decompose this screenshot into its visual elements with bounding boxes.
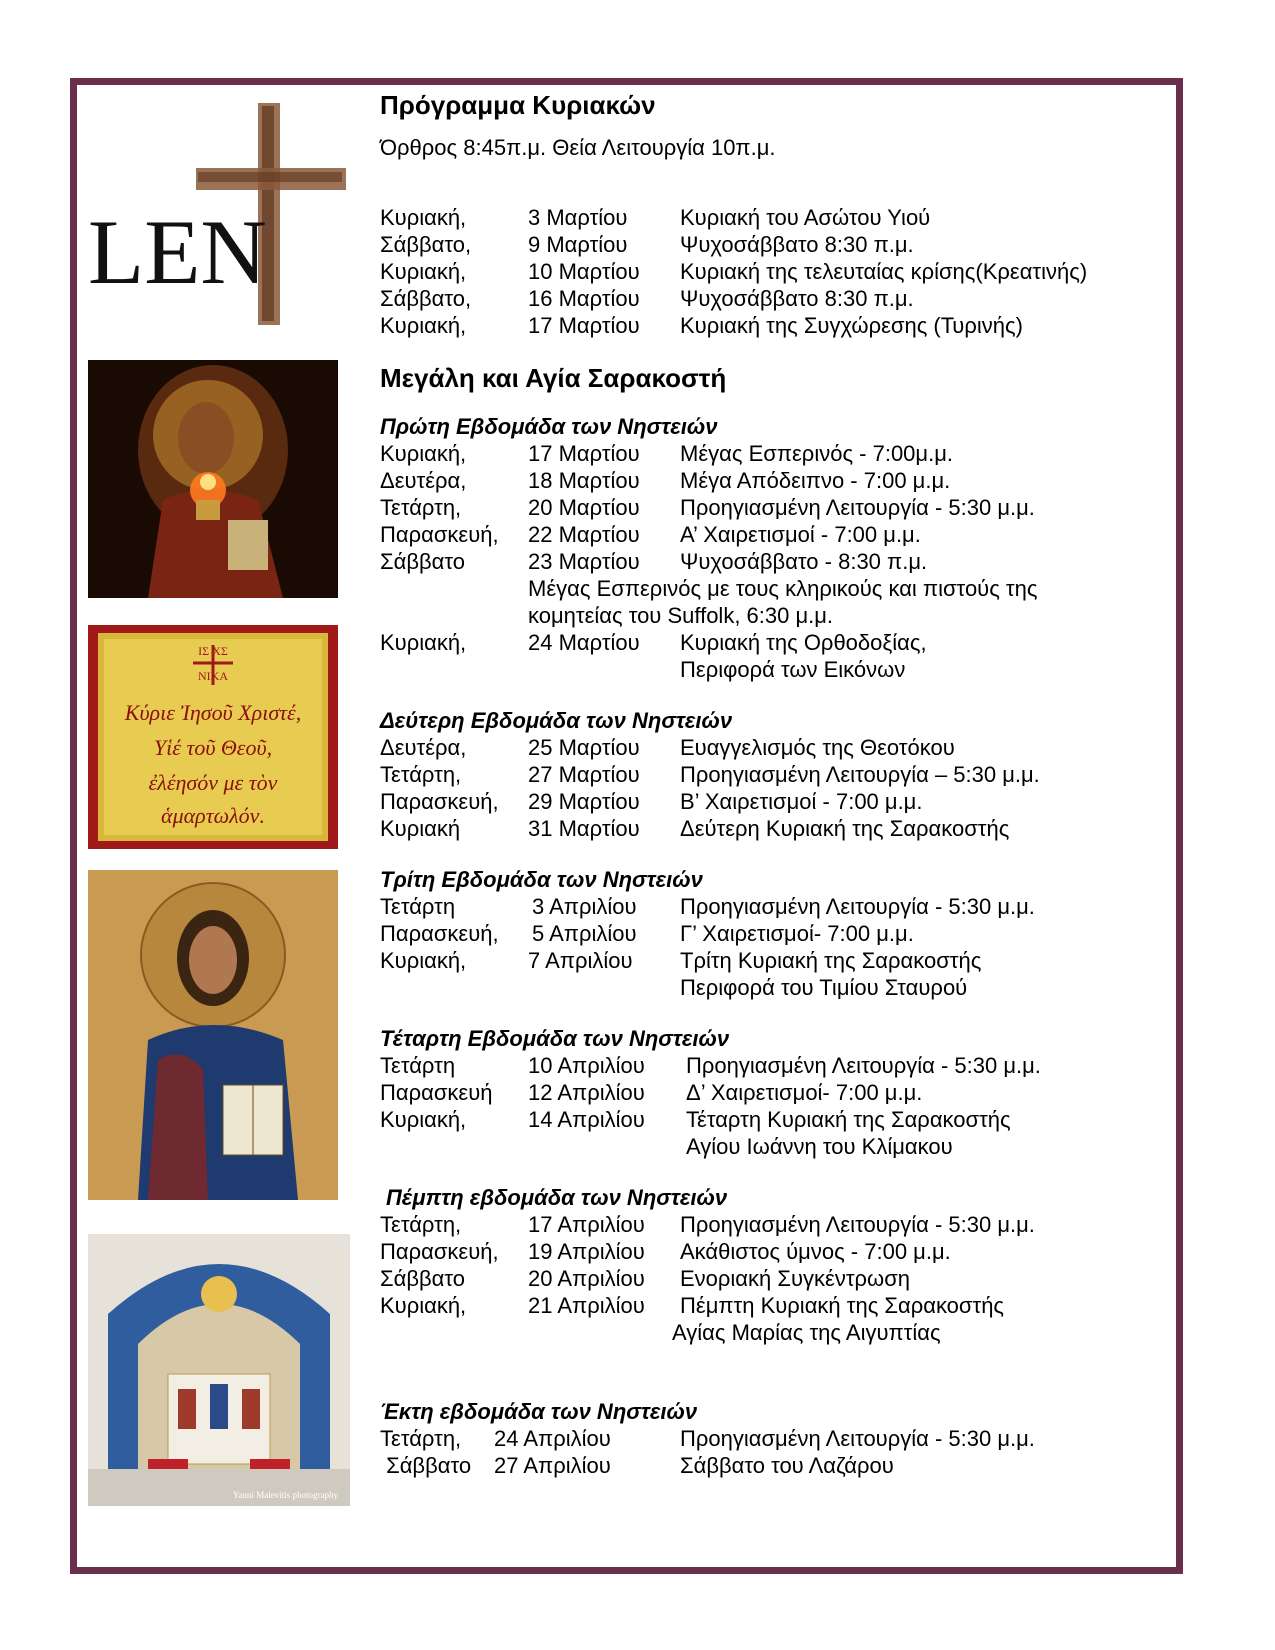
week5-title: Πέμπτη εβδομάδα των Νηστειών [386,1185,728,1210]
lent-logo [88,98,350,328]
week6-title: Έκτη εβδομάδα των Νηστειών [380,1399,698,1424]
icon2-line-0: ΙΣ ΧΣ [198,644,228,658]
week2-title: Δεύτερη Εβδομάδα των Νηστειών [380,708,733,733]
week1-title: Πρώτη Εβδομάδα των Νηστειών [380,414,718,439]
list-item: Τετάρτη, 20 Μαρτίου Προηγιασμένη Λειτουργία - 5:30 μ.μ. [380,495,1035,520]
list-item: Τετάρτη 10 Απριλίου Προηγιασμένη Λειτουργία - 5:30 μ.μ. [380,1053,1041,1078]
photo-credit: Yanni Malevitis photography [232,1490,338,1500]
sunday-schedule-title: Πρόγραμμα Κυριακών [380,90,656,120]
lent-logo-text: LEN [88,201,267,303]
list-item: Σάββατο, 9 Μαρτίου Ψυχοσάββατο 8:30 π.μ. [380,232,914,257]
continuation-text: Περιφορά των Εικόνων [680,657,906,682]
week3-title: Τρίτη Εβδομάδα των Νηστειών [380,867,703,892]
jesus-prayer-icon-image [88,625,338,849]
list-item: Παρασκευή, 22 Μαρτίου Α’ Χαιρετισμοί - 7:00 μ.μ. [380,522,921,547]
list-item: Παρασκευή, 19 Απριλίου Ακάθιστος ύμνος - 7:00 μ.μ. [380,1239,951,1264]
list-item: Τετάρτη, 17 Απριλίου Προηγιασμένη Λειτουργία - 5:30 μ.μ. [380,1212,1035,1237]
list-item: Κυριακή, 24 Μαρτίου Κυριακή της Ορθοδοξίας, [380,630,927,655]
list-item: Σάββατο, 16 Μαρτίου Ψυχοσάββατο 8:30 π.μ. [380,286,914,311]
list-item: Δευτέρα, 25 Μαρτίου Ευαγγελισμός της Θεοτόκου [380,735,955,760]
list-item: Παρασκευή 12 Απριλίου Δ’ Χαιρετισμοί- 7:00 μ.μ. [380,1080,923,1105]
lent-title: Μεγάλη και Αγία Σαρακοστή [380,363,727,393]
list-item: Τετάρτη, 27 Μαρτίου Προηγιασμένη Λειτουργία – 5:30 μ.μ. [380,762,1040,787]
list-item: Παρασκευή, 29 Μαρτίου Β’ Χαιρετισμοί - 7:00 μ.μ. [380,789,923,814]
list-item: Τετάρτη, 24 Απριλίου Προηγιασμένη Λειτουργία - 5:30 μ.μ. [380,1426,1035,1451]
list-item: Σάββατο 27 Απριλίου Σάββατο του Λαζάρου [380,1453,894,1478]
list-item: Σάββατο 23 Μαρτίου Ψυχοσάββατο - 8:30 π.μ. [380,549,928,574]
church-interior-photo [88,1234,350,1506]
icon2-line-2: Κύριε Ἰησοῦ Χριστέ, [124,700,302,725]
list-item: Κυριακή, 17 Μαρτίου Κυριακή της Συγχώρεσης (Τυρινής) [380,313,1023,338]
list-item: Τετάρτη 3 Απριλίου Προηγιασμένη Λειτουργία - 5:30 μ.μ. [380,894,1035,919]
continuation-text: Αγίας Μαρίας της Αιγυπτίας [672,1320,941,1345]
list-item: Κυριακή, 17 Μαρτίου Μέγας Εσπερινός - 7:00μ.μ. [380,441,953,466]
icon2-line-4: ἐλέησόν με τὸν [148,770,278,795]
list-item: Κυριακή, 14 Απριλίου Τέταρτη Κυριακή της Σαρακοστής [380,1107,1011,1132]
continuation-text: κομητείας του Suffolk, 6:30 μ.μ. [528,603,834,628]
christ-pantocrator-icon-image [88,870,338,1200]
list-item: Κυριακή, 7 Απριλίου Τρίτη Κυριακή της Σαρακοστής [380,948,982,973]
list-item: Δευτέρα, 18 Μαρτίου Μέγα Απόδειπνο - 7:00 μ.μ. [380,468,951,493]
list-item: Σάββατο 20 Απριλίου Ενοριακή Συγκέντρωση [380,1266,911,1291]
icon2-line-1: ΝΙΚΑ [198,669,228,683]
continuation-text: Αγίου Ιωάννη του Κλίμακου [686,1134,953,1159]
icon2-line-5: ἁμαρτωλόν. [161,803,265,828]
continuation-text: Περιφορά του Τιμίου Σταυρού [680,975,968,1000]
schedule-content [380,88,1170,1479]
list-item: Κυριακή, 21 Απριλίου Πέμπτη Κυριακή της Σαρακοστής [380,1293,1005,1318]
list-item: Παρασκευή, 5 Απριλίου Γ’ Χαιρετισμοί- 7:00 μ.μ. [380,921,914,946]
list-item: Κυριακή, 3 Μαρτίου Κυριακή του Ασώτου Υιού [380,205,931,230]
list-item: Κυριακή 31 Μαρτίου Δεύτερη Κυριακή της Σαρακοστής [380,816,1010,841]
service-times: Όρθρος 8:45π.μ. Θεία Λειτουργία 10π.μ. [380,135,776,160]
continuation-text: Μέγας Εσπερινός με τους κληρικούς και πιστούς της [528,576,1038,601]
christ-candle-icon-image [88,360,338,598]
week4-title: Τέταρτη Εβδομάδα των Νηστειών [380,1026,730,1051]
list-item: Κυριακή, 10 Μαρτίου Κυριακή της τελευταίας κρίσης(Κρεατινής) [380,259,1088,284]
icon2-line-3: Υἱέ τοῦ Θεοῦ, [153,735,273,760]
